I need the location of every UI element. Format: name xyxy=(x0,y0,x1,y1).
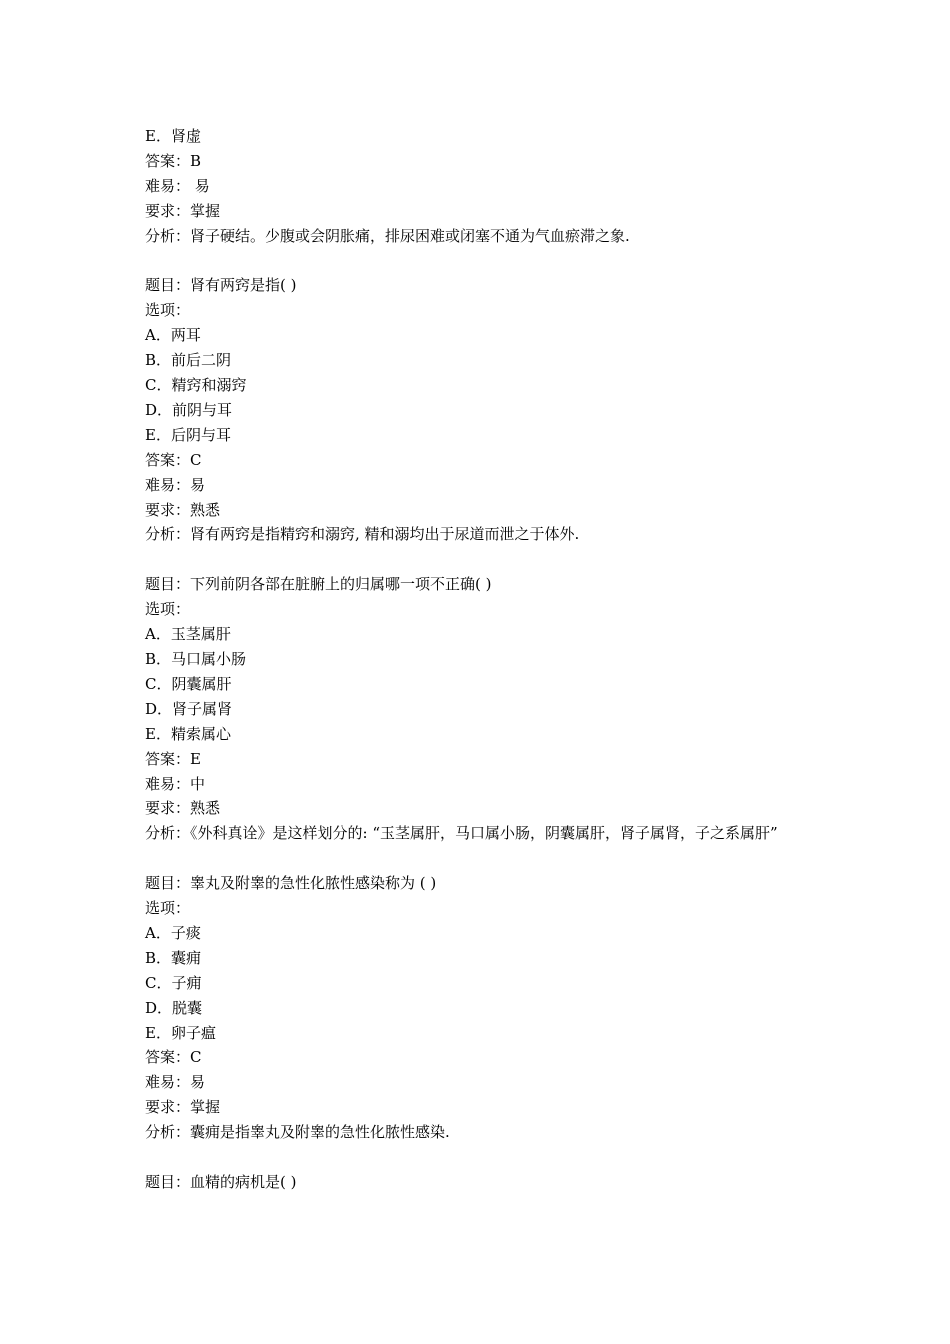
option-d: D．脱囊 xyxy=(145,998,203,1017)
option-b: B．马口属小肠 xyxy=(145,650,247,668)
question-title: 题目：血精的病机是( ) xyxy=(145,1173,297,1191)
block-spacer xyxy=(145,249,815,274)
option-d: D．肾子属肾 xyxy=(145,699,233,718)
block-spacer xyxy=(145,547,815,572)
option-e: E．精索属心 xyxy=(145,724,231,743)
block-spacer xyxy=(145,846,815,871)
answer-line: 答案：B xyxy=(145,151,202,170)
question-block xyxy=(145,273,815,547)
options-label: 选项： xyxy=(145,301,191,320)
difficulty-line: 难易： 易 xyxy=(145,176,210,195)
requirement-line: 要求：掌握 xyxy=(145,1098,221,1117)
option-b: B．囊痈 xyxy=(145,948,202,967)
analysis-line: 分析：《外科真诠》是这样划分的: “玉茎属肝，马口属小肠，阴囊属肝，肾子属肾，子之系属肝” xyxy=(145,824,778,843)
requirement-line: 要求：掌握 xyxy=(145,201,221,220)
question-list xyxy=(145,124,815,1195)
question-title: 题目：睾丸及附睾的急性化脓性感染称为 ( ) xyxy=(145,874,437,893)
answer-line: 答案：C xyxy=(145,1048,202,1067)
difficulty-line: 难易：易 xyxy=(145,1073,206,1092)
option-c: C．子痈 xyxy=(145,973,202,992)
question-title: 题目：下列前阴各部在脏腑上的归属哪一项不正确( ) xyxy=(145,575,492,594)
answer-line: 答案：E xyxy=(145,749,201,768)
requirement-line: 要求：熟悉 xyxy=(145,500,221,519)
analysis-line: 分析：囊痈是指睾丸及附睾的急性化脓性感染. xyxy=(145,1123,450,1142)
question-block xyxy=(145,124,815,249)
option-c: C．精窍和溺窍 xyxy=(145,376,247,395)
option-e: E．肾虚 xyxy=(145,127,201,145)
requirement-line: 要求：熟悉 xyxy=(145,799,221,818)
options-label: 选项： xyxy=(145,899,191,918)
options-label: 选项： xyxy=(145,600,191,619)
option-a: A．玉茎属肝 xyxy=(145,625,231,644)
option-a: A．子痰 xyxy=(145,923,201,942)
analysis-line: 分析：肾子硬结。少腹或会阴胀痛，排尿困难或闭塞不通为气血瘀滞之象. xyxy=(145,226,630,245)
option-e: E．后阴与耳 xyxy=(145,425,231,444)
question-title: 题目：肾有两窍是指( ) xyxy=(145,276,297,295)
option-a: A．两耳 xyxy=(145,326,201,345)
difficulty-line: 难易：易 xyxy=(145,475,206,494)
answer-line: 答案：C xyxy=(145,450,202,469)
option-d: D．前阴与耳 xyxy=(145,400,233,419)
analysis-line: 分析：肾有两窍是指精窍和溺窍, 精和溺均出于尿道而泄之于体外. xyxy=(145,525,580,544)
option-e: E．卵子瘟 xyxy=(145,1023,216,1042)
difficulty-line: 难易：中 xyxy=(145,774,206,793)
option-b: B．前后二阴 xyxy=(145,351,232,370)
block-spacer xyxy=(145,1145,815,1170)
question-block xyxy=(145,572,815,846)
option-c: C．阴囊属肝 xyxy=(145,674,232,693)
question-block xyxy=(145,1170,815,1195)
question-block xyxy=(145,871,815,1145)
